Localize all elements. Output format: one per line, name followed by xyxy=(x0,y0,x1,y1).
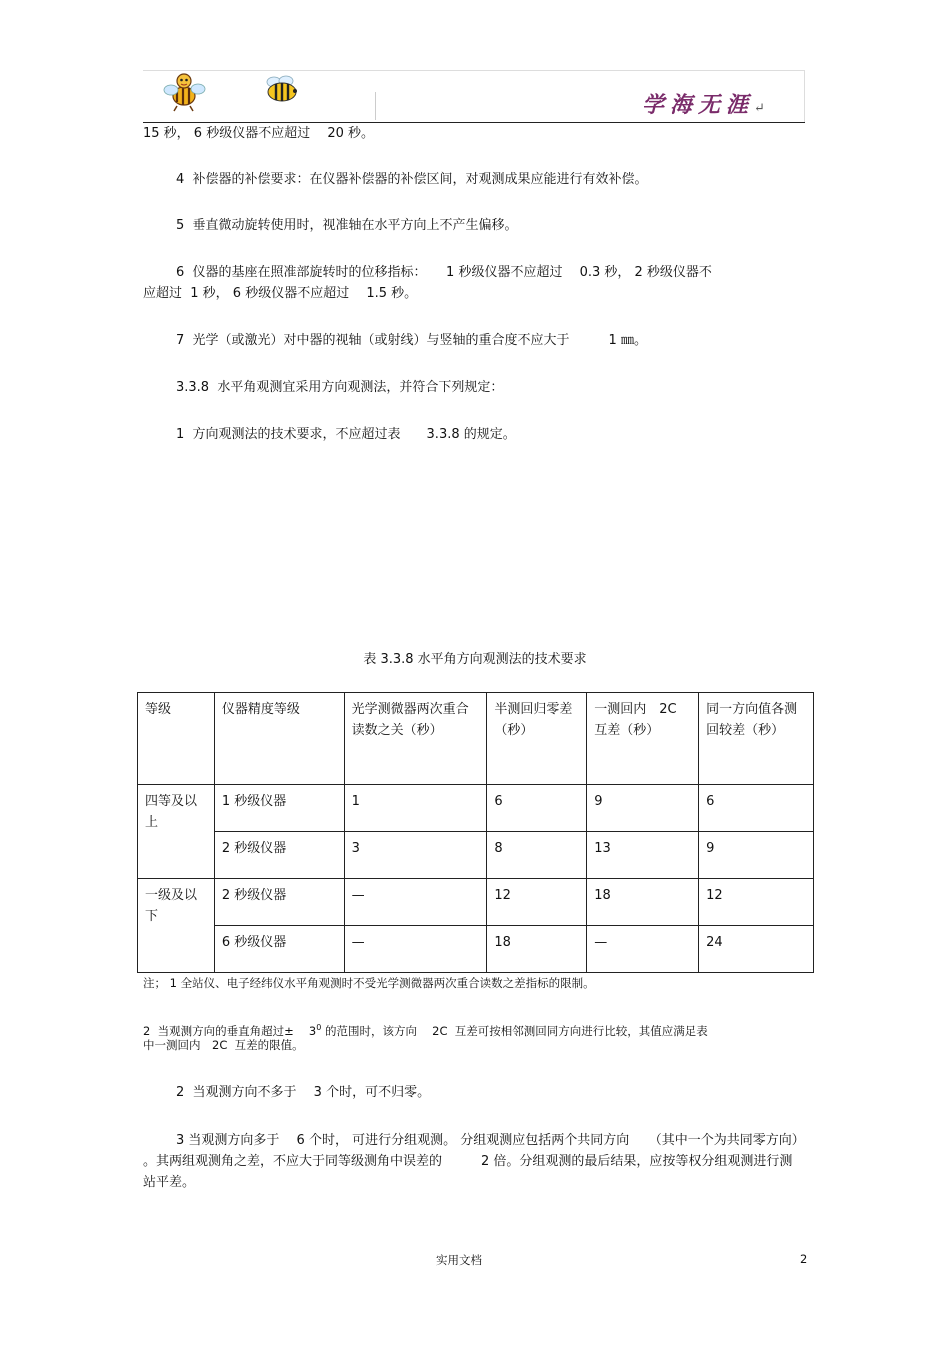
table-row xyxy=(138,832,814,879)
table-cell: 18 xyxy=(587,879,699,926)
header-divider xyxy=(375,92,376,120)
header-cell: 光学测微器两次重合读数之关（秒） xyxy=(344,693,487,785)
table-cell: 13 xyxy=(587,832,699,879)
item-6-line-2: 应超过 1 秒， 6 秒级仪器不应超过 1.5 秒。 xyxy=(143,286,418,301)
table-caption: 表 3.3.8 水平角方向观测法的技术要求 xyxy=(363,652,587,667)
return-mark-icon: ↵ xyxy=(754,101,765,116)
table-cell: — xyxy=(344,926,487,973)
item-1: 1 方向观测法的技术要求，不应超过表 3.3.8 的规定。 xyxy=(176,427,516,442)
table-cell: 6 秒级仪器 xyxy=(214,926,344,973)
table-cell: 6 xyxy=(699,785,814,832)
text-line-continuation: 15 秒， 6 秒级仪器不应超过 20 秒。 xyxy=(143,126,375,141)
table-row xyxy=(138,926,814,973)
table-cell: 1 秒级仪器 xyxy=(214,785,344,832)
item-2: 2 当观测方向不多于 3 个时，可不归零。 xyxy=(176,1085,431,1100)
header-right-rule xyxy=(804,70,805,122)
header-cell: 一测回内 2C 互差（秒） xyxy=(587,693,699,785)
bee-mascot-icon xyxy=(162,70,208,112)
item-3: 3 当观测方向多于 6 个时， 可进行分组观测。 分组观测应包括两个共同方向 （其中一个为共同零方向） 。其两组观测角之差，不应大于同等级测角中误差的 2 倍。分组观测的最后结果，应按等权分组观测进行测站平差。 xyxy=(143,1133,805,1190)
table-row xyxy=(138,785,814,832)
motto-text: 学海无涯 xyxy=(642,92,755,118)
header-cell: 同一方向值各测回较差（秒） xyxy=(699,693,814,785)
footer-label: 实用文档 xyxy=(436,1253,482,1267)
table-cell: 9 xyxy=(587,785,699,832)
table-note-2-line-2: 中一测回内 2C 互差的限值。 xyxy=(143,1038,304,1052)
grade-cell: 一级及以下 xyxy=(138,879,215,973)
table-cell: — xyxy=(344,879,487,926)
table-cell: — xyxy=(587,926,699,973)
note-2-superscript: 0 xyxy=(316,1023,322,1032)
header-cell: 等级 xyxy=(138,693,215,785)
grade-cell: 四等及以上 xyxy=(138,785,215,879)
table-cell: 1 xyxy=(344,785,487,832)
item-6-line-1: 6 仪器的基座在照准部旋转时的位移指标： 1 秒级仪器不应超过 0.3 秒， 2 秒级仪器不 xyxy=(176,265,712,280)
table-cell: 8 xyxy=(487,832,587,879)
header-cell: 半测回归零差（秒） xyxy=(487,693,587,785)
table-header-row xyxy=(138,693,814,785)
clause-3-3-8: 3.3.8 水平角观测宜采用方向观测法，并符合下列规定： xyxy=(176,380,504,395)
note-2-part-a: 2 当观测方向的垂直角超过± 3 xyxy=(143,1023,317,1038)
table-note-1: 注； 1 全站仪、电子经纬仪水平角观测时不受光学测微器两次重合读数之差指标的限制。 xyxy=(143,976,595,990)
item-4: 4 补偿器的补偿要求：在仪器补偿器的补偿区间，对观测成果应能进行有效补偿。 xyxy=(176,172,648,187)
table-cell: 9 xyxy=(699,832,814,879)
note-2-part-b: 的范围时，该方向 2C 互差可按相邻测回同方向进行比较，其值应满足表 xyxy=(321,1023,708,1038)
table-cell: 18 xyxy=(487,926,587,973)
table-cell: 6 xyxy=(487,785,587,832)
table-row xyxy=(138,879,814,926)
table-cell: 2 秒级仪器 xyxy=(214,879,344,926)
bee-icon xyxy=(262,74,302,104)
table-cell: 12 xyxy=(699,879,814,926)
header-motto xyxy=(642,88,765,119)
item-5: 5 垂直微动旋转使用时，视准轴在水平方向上不产生偏移。 xyxy=(176,218,518,233)
header-cell: 仪器精度等级 xyxy=(214,693,344,785)
table-cell: 12 xyxy=(487,879,587,926)
table-cell: 24 xyxy=(699,926,814,973)
table-cell: 3 xyxy=(344,832,487,879)
item-7: 7 光学（或激光）对中器的视轴（或射线）与竖轴的重合度不应大于 1 ㎜。 xyxy=(176,333,647,348)
spec-table xyxy=(137,692,814,973)
table-cell: 2 秒级仪器 xyxy=(214,832,344,879)
page-number: 2 xyxy=(800,1252,808,1266)
